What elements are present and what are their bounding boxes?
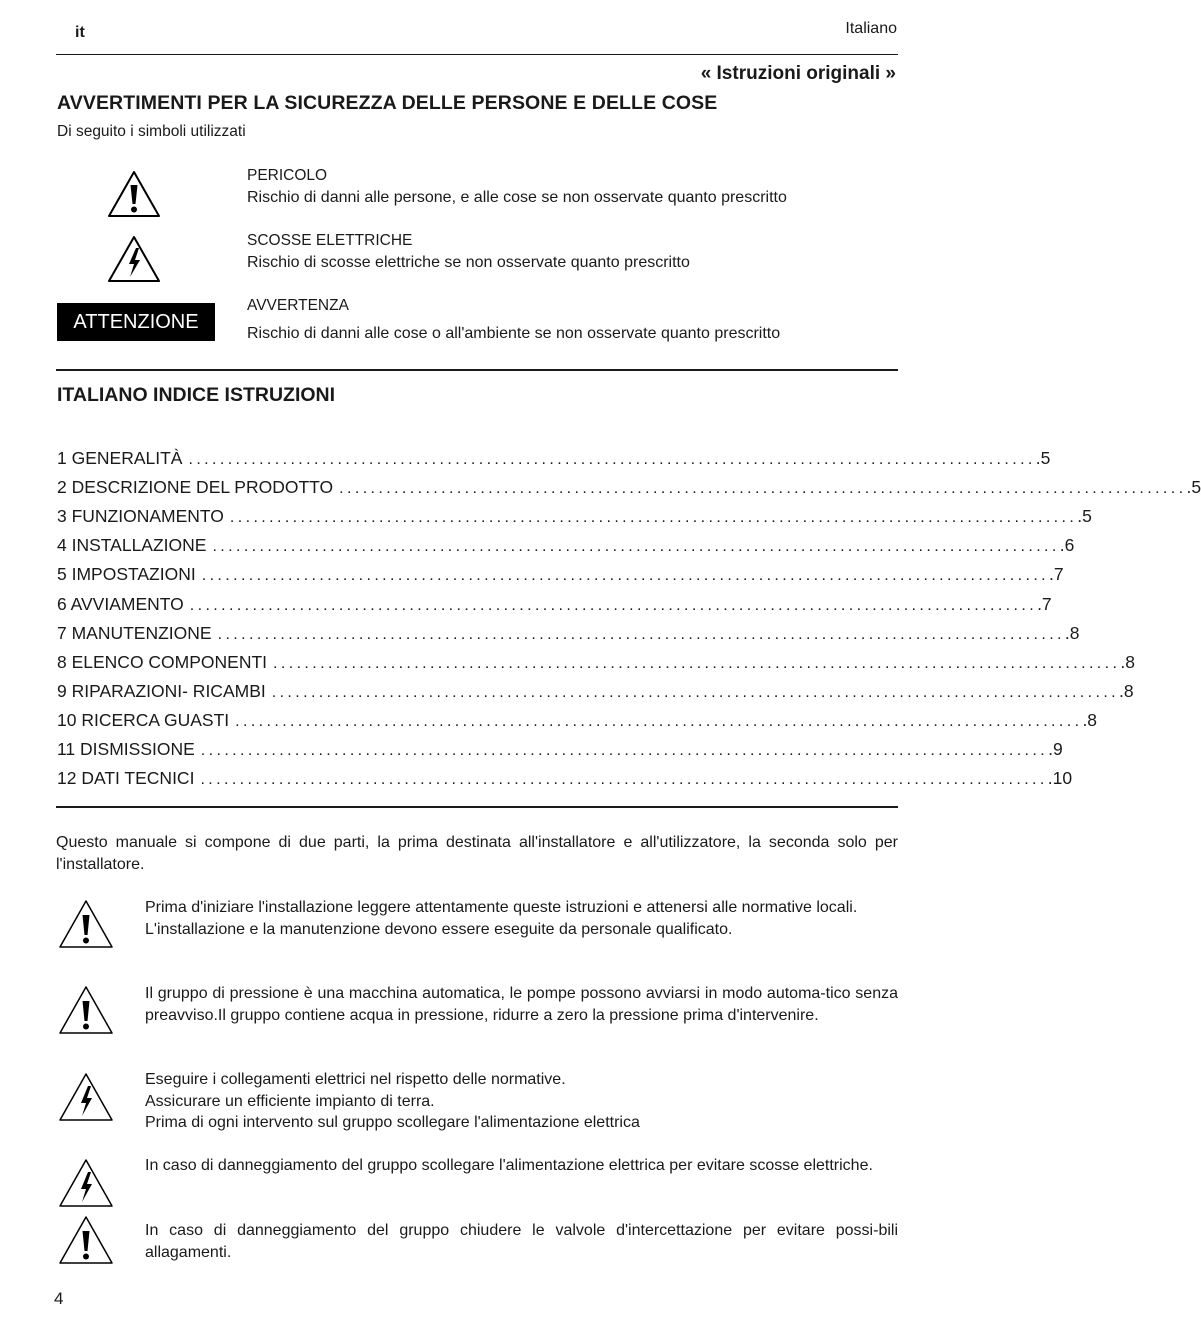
toc-item [57, 506, 1092, 530]
toc-item-label: 8 ELENCO COMPONENTI [57, 652, 268, 672]
toc-item [57, 681, 1134, 705]
exclamation-triangle-icon [107, 170, 161, 218]
toc-item-page: .6 [1059, 535, 1075, 555]
toc-item-label: 2 DESCRIZIONE DEL PRODOTTO [57, 477, 334, 497]
exclamation-triangle-icon [58, 985, 114, 1035]
toc-item-page: .8 [1120, 652, 1135, 672]
toc-leader: ............................................................................................................ [229, 509, 1078, 526]
toc-item-label: 4 INSTALLAZIONE [57, 535, 207, 555]
note-line: Eseguire i collegamenti elettrici nel rispetto delle normative. [145, 1071, 566, 1088]
toc-leader: ............................................................................................................ [235, 713, 1083, 730]
note-line: Il gruppo di pressione è una macchina automatica, le pompe possono avviarsi in modo automa-tico senza preavviso.Il gruppo contiene acqua in pressione, ridurre a zero la pressione prima d'intervenire. [145, 985, 898, 1024]
toc-item-label: 5 IMPOSTAZIONI [57, 564, 196, 584]
language-name: Italiano [845, 20, 897, 37]
toc-item-label: 6 AVVIAMENTO [57, 594, 184, 614]
toc-leader: ............................................................................................................ [201, 567, 1050, 584]
toc-item [57, 739, 1063, 763]
attenzione-label: ATTENZIONE [57, 303, 215, 341]
toc-leader: ............................................................................................................ [212, 538, 1060, 555]
toc-item [57, 535, 1075, 559]
toc-leader: ............................................................................................................ [217, 626, 1065, 643]
index-title: ITALIANO INDICE ISTRUZIONI [57, 384, 336, 406]
note-line: L'installazione e la manutenzione devono essere eseguite da personale qualificato. [145, 920, 733, 938]
toc-item-page: .8 [1082, 710, 1098, 730]
toc-item-label: 12 DATI TECNICI [57, 768, 195, 788]
symbol-warning-title: AVVERTENZA [247, 297, 349, 314]
header-divider [56, 54, 898, 55]
toc-item [57, 564, 1064, 588]
symbol-danger-title: PERICOLO [247, 167, 328, 184]
toc-leader: ............................................................................................................ [188, 451, 1036, 468]
toc-leader: ............................................................................................................ [273, 655, 1121, 672]
symbol-danger-text: Rischio di danni alle persone, e alle cose se non osservate quanto prescritto [247, 189, 787, 206]
note-line: Assicurare un efficiente impianto di terra. [145, 1092, 435, 1110]
note-damage-electrical [145, 1155, 898, 1177]
toc-item [57, 594, 1052, 618]
note-line: In caso di danneggiamento del gruppo scollegare l'alimentazione elettrica per evitare scosse elettriche. [145, 1157, 873, 1174]
toc-item [57, 623, 1080, 647]
note-line: Prima di ogni intervento sul gruppo scollegare l'alimentazione elettrica [145, 1114, 640, 1131]
exclamation-triangle-icon [58, 899, 114, 949]
toc-item-page: .5 [1035, 448, 1051, 468]
toc-item-label: 1 GENERALITÀ [57, 448, 183, 468]
safety-subtitle: Di seguito i simboli utilizzati [57, 123, 246, 140]
toc-item-page: .7 [1049, 564, 1064, 584]
original-instructions-label: « Istruzioni originali » [700, 63, 896, 84]
toc-item [57, 477, 1201, 501]
language-code: it [75, 24, 85, 41]
toc-item-label: 11 DISMISSIONE [57, 739, 195, 759]
page-number: 4 [54, 1289, 64, 1308]
note-line: Prima d'iniziare l'installazione leggere attentamente queste istruzioni e attenersi alle normative locali. [145, 899, 858, 916]
toc-leader: ............................................................................................................ [200, 742, 1049, 759]
toc-leader: ............................................................................................................ [189, 597, 1038, 614]
safety-title: AVVERTIMENTI PER LA SICUREZZA DELLE PERSONE E DELLE COSE [57, 92, 718, 114]
toc-leader: ............................................................................................................ [200, 771, 1048, 788]
toc-item [57, 710, 1098, 734]
toc-item-label: 10 RICERCA GUASTI [57, 710, 230, 730]
note-installation [145, 897, 898, 940]
note-damage-valves [145, 1220, 898, 1263]
toc-item [57, 652, 1135, 676]
toc-item [57, 768, 1073, 792]
electric-shock-triangle-icon [58, 1158, 114, 1208]
toc-item-page: .8 [1119, 681, 1134, 701]
exclamation-triangle-icon [58, 1215, 114, 1265]
intro-paragraph: Questo manuale si compone di due parti, la prima destinata all'installatore e all'utilizzatore, la seconda solo per l'installatore. [56, 834, 898, 873]
toc-item-page: .7 [1037, 594, 1052, 614]
toc-item-page: .9 [1048, 739, 1063, 759]
electric-shock-triangle-icon [58, 1072, 114, 1122]
toc-item-page: .5 [1186, 477, 1201, 497]
note-electrical [145, 1069, 898, 1134]
section-divider [56, 806, 898, 808]
toc-leader: ............................................................................................................ [339, 480, 1187, 497]
note-line: In caso di danneggiamento del gruppo chiudere le valvole d'intercettazione per evitare possi-bili allagamenti. [145, 1222, 898, 1261]
symbol-warning-text: Rischio di danni alle cose o all'ambiente se non osservate quanto prescritto [247, 325, 781, 342]
toc-item [57, 448, 1051, 472]
toc-item-page: .10 [1047, 768, 1073, 788]
note-automatic-machine [145, 983, 898, 1026]
toc-item-page: .8 [1064, 623, 1080, 643]
toc-item-label: 9 RIPARAZIONI- RICAMBI [57, 681, 266, 701]
symbol-shock-text: Rischio di scosse elettriche se non osservate quanto prescritto [247, 254, 690, 271]
toc-item-label: 3 FUNZIONAMENTO [57, 506, 224, 526]
symbol-shock-title: SCOSSE ELETTRICHE [247, 232, 413, 249]
toc-leader: ............................................................................................................ [271, 684, 1120, 701]
toc-item-label: 7 MANUTENZIONE [57, 623, 212, 643]
section-divider [56, 369, 898, 371]
toc-item-page: .5 [1077, 506, 1092, 526]
electric-shock-triangle-icon [107, 235, 161, 283]
